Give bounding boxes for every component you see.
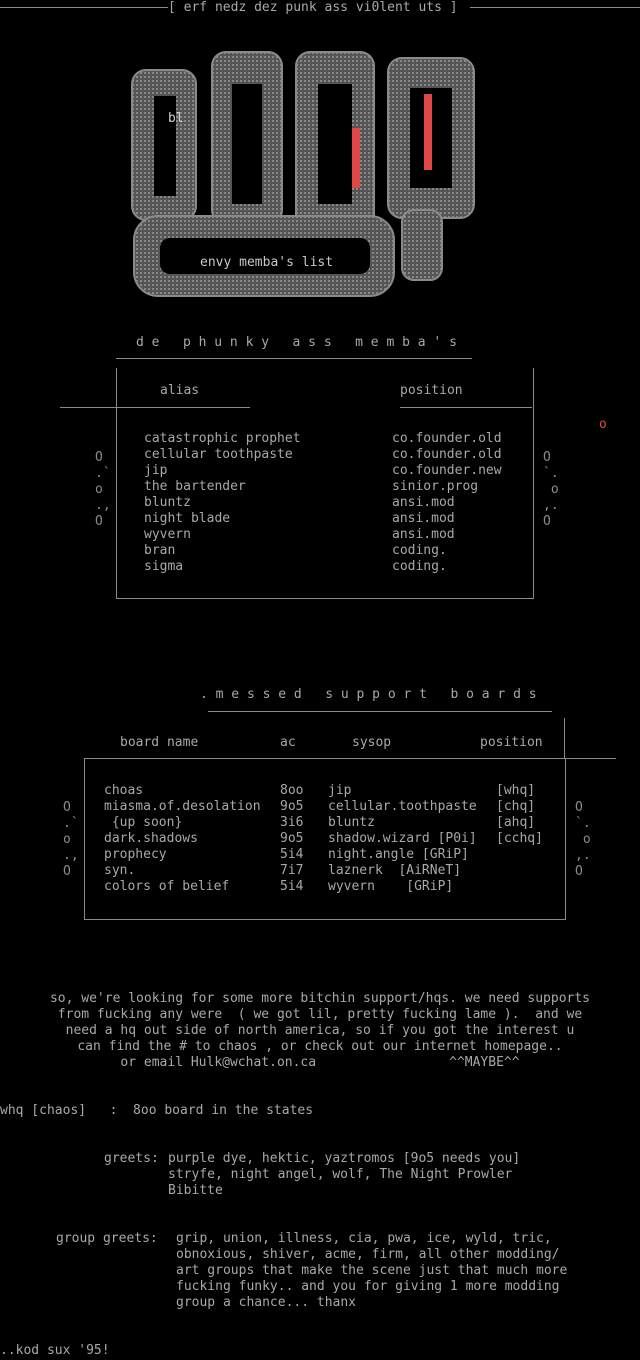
member-row [144, 463, 524, 479]
logo-tag: bl [168, 111, 184, 126]
board-name: choas [104, 783, 144, 798]
board-sysop: shadow.wizard [P0i] [328, 831, 477, 846]
board-ac: 5i4 [280, 879, 304, 894]
member-position: sinior.prog [392, 479, 479, 494]
member-row [144, 495, 524, 511]
member-alias: bran [144, 543, 176, 558]
member-row [144, 527, 524, 543]
member-row [144, 543, 524, 559]
board-row [104, 879, 564, 895]
greets-line: stryfe, night angel, wolf, The Night Prowler [168, 1167, 513, 1182]
group-greets-list [176, 1231, 567, 1311]
member-row [144, 559, 524, 575]
member-row [144, 447, 524, 463]
board-sysop: night.angle [GRiP] [328, 847, 469, 862]
boards-list [104, 783, 564, 895]
greets-list [168, 1151, 520, 1199]
message-line: need a hq out side of north america, so if you got the interest u [65, 1023, 575, 1038]
board-row [104, 863, 564, 879]
greets-line: purple dye, hektic, yaztromos [9o5 needs you] [168, 1151, 521, 1166]
member-position: co.founder.old [392, 431, 502, 446]
member-position: coding. [392, 559, 447, 574]
greets-label: greets: [104, 1151, 159, 1166]
greets-line: art groups that make the scene just that much more [176, 1263, 568, 1278]
board-sysop: cellular.toothpaste [328, 799, 477, 814]
board-ac: 7i7 [280, 863, 304, 878]
message-line: from fucking any were ( we got lil, pretty fucking lame ). and we [57, 1007, 583, 1022]
board-ac: 9o5 [280, 831, 304, 846]
member-alias: cellular toothpaste [144, 447, 293, 462]
board-sysop: jip [328, 783, 352, 798]
board-ac: 3i6 [280, 815, 304, 830]
board-position: [chq] [496, 799, 536, 814]
member-position: ansi.mod [392, 511, 455, 526]
members-heading: d e p h u n k y a s s m e m b a ' s [136, 335, 457, 350]
board-sysop: wyvern [GRiP] [328, 879, 454, 894]
boards-heading: . m e s s e d s u p p o r t b o a r d s [200, 687, 537, 702]
member-row [144, 511, 524, 527]
frame-ornament: O `. o ,. O [543, 450, 559, 529]
board-name: dark.shadows [104, 831, 198, 846]
logo-caption: envy memba's list [200, 255, 334, 270]
member-alias: jip [144, 463, 168, 478]
boards-col-name: board name [120, 735, 199, 750]
board-sysop: laznerk [AiRNeT] [328, 863, 462, 878]
signature: ..kod sux '95! [0, 1343, 110, 1358]
board-name: syn. [104, 863, 136, 878]
board-position: [whq] [496, 783, 536, 798]
member-row [144, 479, 524, 495]
frame-ornament: O .` o ., O [95, 450, 111, 529]
member-position: co.founder.old [392, 447, 502, 462]
message-line: can find the # to chaos , or check out our internet homepage.. [77, 1039, 563, 1054]
member-position: ansi.mod [392, 495, 455, 510]
board-position: [ahq] [496, 815, 536, 830]
member-alias: bluntz [144, 495, 191, 510]
members-col-position: position [400, 383, 463, 398]
board-row [104, 831, 564, 847]
frame-ornament: O `. o ,. O [575, 800, 591, 879]
board-row [104, 815, 564, 831]
member-alias: wyvern [144, 527, 191, 542]
board-row [104, 783, 564, 799]
member-alias: sigma [144, 559, 184, 574]
red-dot: o [599, 417, 607, 432]
member-position: co.founder.new [392, 463, 502, 478]
board-name: miasma.of.desolation [104, 799, 261, 814]
whq-line: whq [chaos] : 8oo board in the states [0, 1103, 314, 1118]
board-position: [cchq] [496, 831, 543, 846]
member-position: coding. [392, 543, 447, 558]
frame-ornament: O .` o ., O [63, 800, 79, 879]
message-line: or email Hulk@wchat.on.ca ^^MAYBE^^ [120, 1055, 520, 1070]
members-list [144, 431, 524, 575]
member-position: ansi.mod [392, 527, 455, 542]
members-col-alias: alias [160, 383, 200, 398]
board-sysop: bluntz [328, 815, 375, 830]
board-row [104, 799, 564, 815]
board-ac: 8oo [280, 783, 304, 798]
board-name: {up soon} [104, 815, 183, 830]
board-name: prophecy [104, 847, 167, 862]
greets-line: group a chance... thanx [176, 1295, 357, 1310]
page-title: [ erf nedz dez punk ass vi0lent uts ] [168, 0, 458, 15]
member-row [144, 431, 524, 447]
group-greets-label: group greets: [56, 1231, 158, 1246]
boards-col-ac: ac [280, 735, 296, 750]
greets-line: obnoxious, shiver, acme, firm, all other modding/ [176, 1247, 560, 1262]
member-alias: catastrophic prophet [144, 431, 301, 446]
board-name: colors of belief [104, 879, 230, 894]
message-block [0, 991, 640, 1071]
message-line: so, we're looking for some more bitchin support/hqs. we need supports [49, 991, 591, 1006]
board-ac: 9o5 [280, 799, 304, 814]
greets-line: Bibitte [168, 1183, 223, 1198]
board-ac: 5i4 [280, 847, 304, 862]
board-row [104, 847, 564, 863]
greets-line: grip, union, illness, cia, pwa, ice, wyld, tric, [176, 1231, 552, 1246]
member-alias: the bartender [144, 479, 246, 494]
member-alias: night blade [144, 511, 231, 526]
greets-line: fucking funky.. and you for giving 1 more modding [176, 1279, 560, 1294]
boards-col-sysop: sysop [352, 735, 392, 750]
boards-col-position: position [480, 735, 543, 750]
